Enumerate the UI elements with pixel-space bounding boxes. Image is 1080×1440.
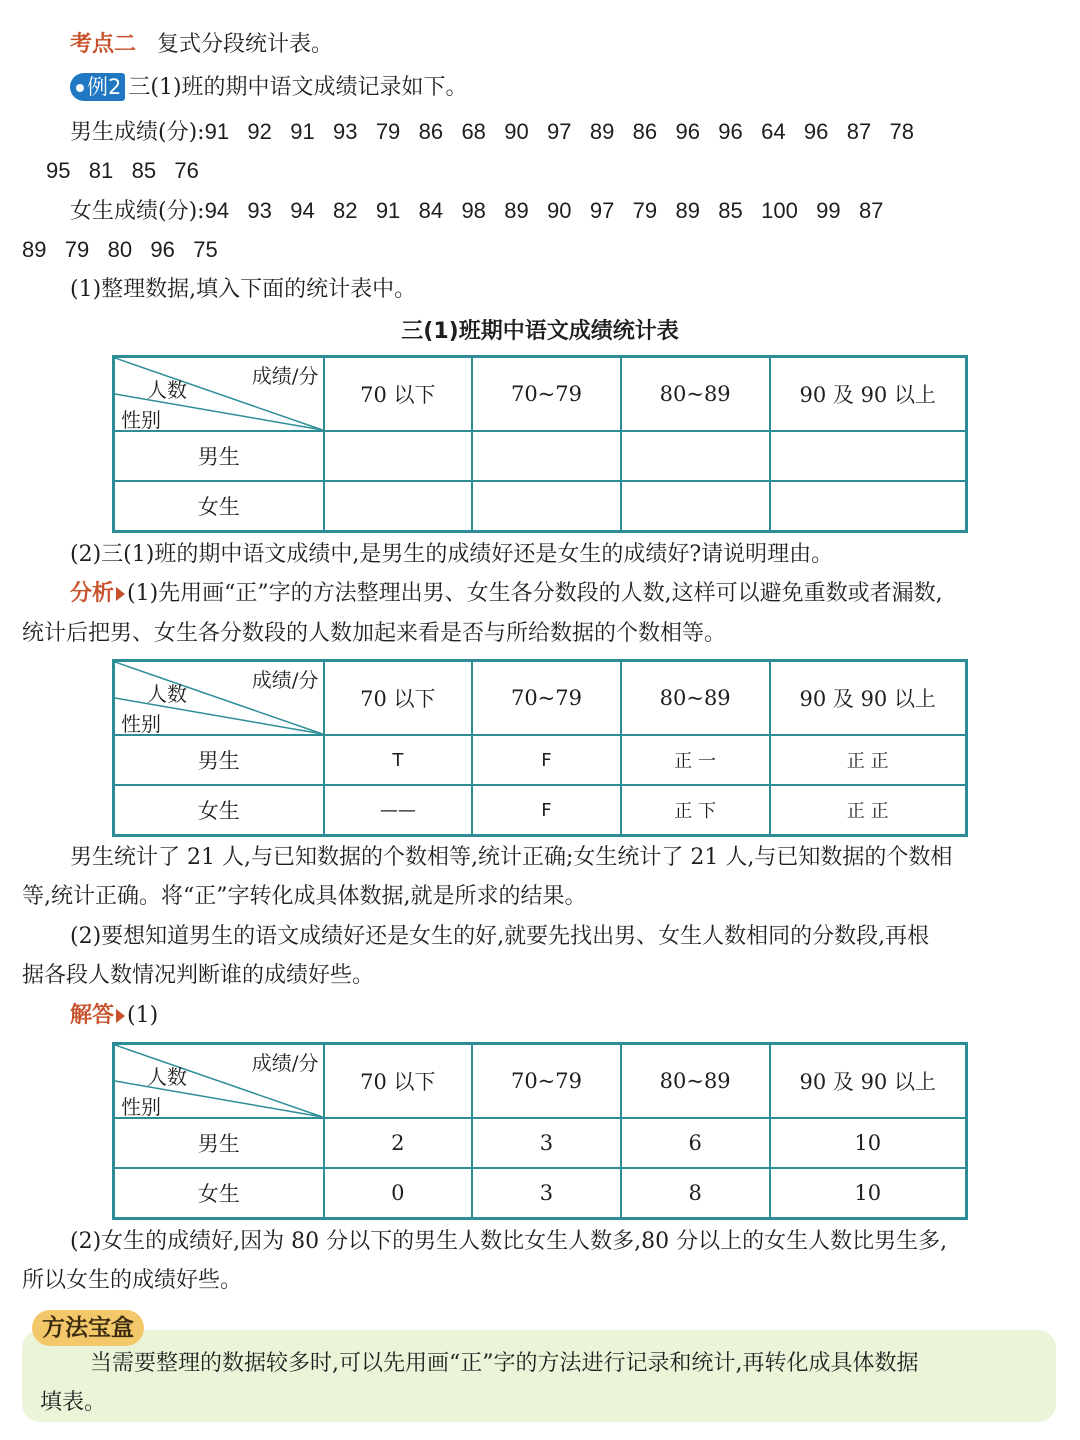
boys-label: 男生成绩(分):	[70, 120, 205, 145]
row-header: 男生	[114, 735, 324, 785]
answer2-line2: 所以女生的成绩好些。	[22, 1268, 243, 1293]
value-cell: 2	[324, 1118, 473, 1168]
col-header: 80~89	[621, 357, 770, 432]
method-box-title: 方法宝盒	[32, 1310, 144, 1346]
para1-line2: 等,统计正确。将“正”字转化成具体数据,就是所求的结果。	[22, 884, 587, 909]
analysis-tag-label: 分析	[70, 581, 115, 606]
tally-cell: F	[472, 785, 621, 836]
value-cell: 10	[770, 1118, 967, 1168]
section-label: 考点二	[70, 32, 137, 57]
answer-line	[70, 1001, 158, 1031]
input-cell[interactable]	[621, 431, 770, 481]
answer-tag	[70, 1003, 127, 1028]
method-line1: 当需要整理的数据较多时,可以先用画“正”字的方法进行记录和统计,再转化成具体数据	[90, 1351, 919, 1376]
diagonal-header	[114, 1044, 324, 1119]
header-people: 人数	[147, 378, 187, 402]
example-badge-label: 例2	[87, 75, 122, 99]
example-badge	[70, 73, 125, 101]
girls-scores-line2: 89 79 80 96 75	[22, 237, 218, 262]
answer-text: (1)	[127, 1003, 159, 1028]
girls-scores-line1	[70, 196, 883, 227]
section-heading	[70, 30, 333, 60]
tally-cell: 正 一	[621, 735, 770, 785]
input-cell[interactable]	[324, 431, 473, 481]
tally-cell: 正 正	[770, 785, 967, 836]
table-row	[114, 431, 967, 481]
header-score: 成绩/分	[251, 668, 319, 692]
tally-cell: T	[324, 735, 473, 785]
col-header: 90 及 90 以上	[770, 1044, 967, 1119]
boys-scores-line1	[70, 117, 914, 148]
col-header: 80~89	[621, 1044, 770, 1119]
table-row	[114, 481, 967, 532]
header-gender: 性别	[121, 1095, 161, 1119]
tally-cell: F	[472, 735, 621, 785]
value-cell: 8	[621, 1168, 770, 1219]
header-gender: 性别	[121, 712, 161, 736]
para2-line2: 据各段人数情况判断谁的成绩好些。	[22, 963, 375, 988]
boys-scores-line2: 95 81 85 76	[46, 158, 199, 183]
boys-scores-1: 91 92 91 93 79 86 68 90 97 89 86 96 96 64 96 87 78	[204, 119, 914, 144]
row-header: 女生	[114, 785, 324, 836]
input-cell[interactable]	[472, 481, 621, 532]
input-cell[interactable]	[770, 481, 967, 532]
answer-tag-label: 解答	[70, 1003, 115, 1028]
col-header: 70 以下	[324, 357, 473, 432]
tally-cell: ——	[324, 785, 473, 836]
col-header: 90 及 90 以上	[770, 357, 967, 432]
girls-scores-1: 94 93 94 82 91 84 98 89 90 97 79 89 85 100 99 87	[204, 198, 884, 223]
col-header: 80~89	[621, 661, 770, 736]
answer-table	[112, 1042, 968, 1220]
col-header: 70~79	[472, 661, 621, 736]
col-header: 70 以下	[324, 661, 473, 736]
header-people: 人数	[147, 1065, 187, 1089]
input-cell[interactable]	[472, 431, 621, 481]
method-line2: 填表。	[40, 1390, 107, 1415]
value-cell: 6	[621, 1118, 770, 1168]
table-row	[114, 1168, 967, 1219]
answer2-line1: (2)女生的成绩好,因为 80 分以下的男生人数比女生人数多,80 分以上的女生人数比男生多,	[70, 1229, 948, 1254]
row-header: 女生	[114, 481, 324, 532]
analysis-line1	[70, 579, 943, 609]
diagonal-header	[114, 357, 324, 432]
header-people: 人数	[147, 682, 187, 706]
row-header: 男生	[114, 431, 324, 481]
triangle-right-icon	[116, 587, 125, 601]
analysis-tag	[70, 581, 127, 606]
table-row	[114, 1118, 967, 1168]
tally-cell: 正 下	[621, 785, 770, 836]
input-cell[interactable]	[770, 431, 967, 481]
table-row	[114, 735, 967, 785]
question-1: (1)整理数据,填入下面的统计表中。	[70, 277, 417, 302]
triangle-right-icon	[116, 1009, 125, 1023]
value-cell: 3	[472, 1118, 621, 1168]
input-cell[interactable]	[621, 481, 770, 532]
table-row	[114, 785, 967, 836]
input-cell[interactable]	[324, 481, 473, 532]
badge-dot-icon	[76, 84, 84, 92]
para2-line1: (2)要想知道男生的语文成绩好还是女生的好,就要先找出男、女生人数相同的分数段,再根	[70, 924, 930, 949]
row-header: 女生	[114, 1168, 324, 1219]
tally-cell: 正 正	[770, 735, 967, 785]
col-header: 70~79	[472, 1044, 621, 1119]
header-score: 成绩/分	[251, 1051, 319, 1075]
empty-stat-table	[112, 355, 968, 533]
example-text: 三(1)班的期中语文成绩记录如下。	[128, 75, 468, 100]
section-title: 复式分段统计表。	[157, 32, 334, 57]
table-caption: 三(1)班期中语文成绩统计表	[401, 319, 679, 344]
para1-line1: 男生统计了 21 人,与已知数据的个数相等,统计正确;女生统计了 21 人,与已知数据的个数相	[70, 845, 953, 870]
col-header: 70~79	[472, 357, 621, 432]
question-2: (2)三(1)班的期中语文成绩中,是男生的成绩好还是女生的成绩好?请说明理由。	[70, 542, 834, 567]
col-header: 70 以下	[324, 1044, 473, 1119]
value-cell: 0	[324, 1168, 473, 1219]
col-header: 90 及 90 以上	[770, 661, 967, 736]
header-gender: 性别	[121, 408, 161, 432]
tally-table	[112, 659, 968, 837]
row-header: 男生	[114, 1118, 324, 1168]
example-intro	[70, 73, 468, 103]
diagonal-header	[114, 661, 324, 736]
analysis-text-1: (1)先用画“正”字的方法整理出男、女生各分数段的人数,这样可以避免重数或者漏数,	[127, 581, 943, 606]
value-cell: 3	[472, 1168, 621, 1219]
girls-label: 女生成绩(分):	[70, 199, 205, 224]
value-cell: 10	[770, 1168, 967, 1219]
header-score: 成绩/分	[251, 364, 319, 388]
analysis-line2: 统计后把男、女生各分数段的人数加起来看是否与所给数据的个数相等。	[22, 621, 727, 646]
